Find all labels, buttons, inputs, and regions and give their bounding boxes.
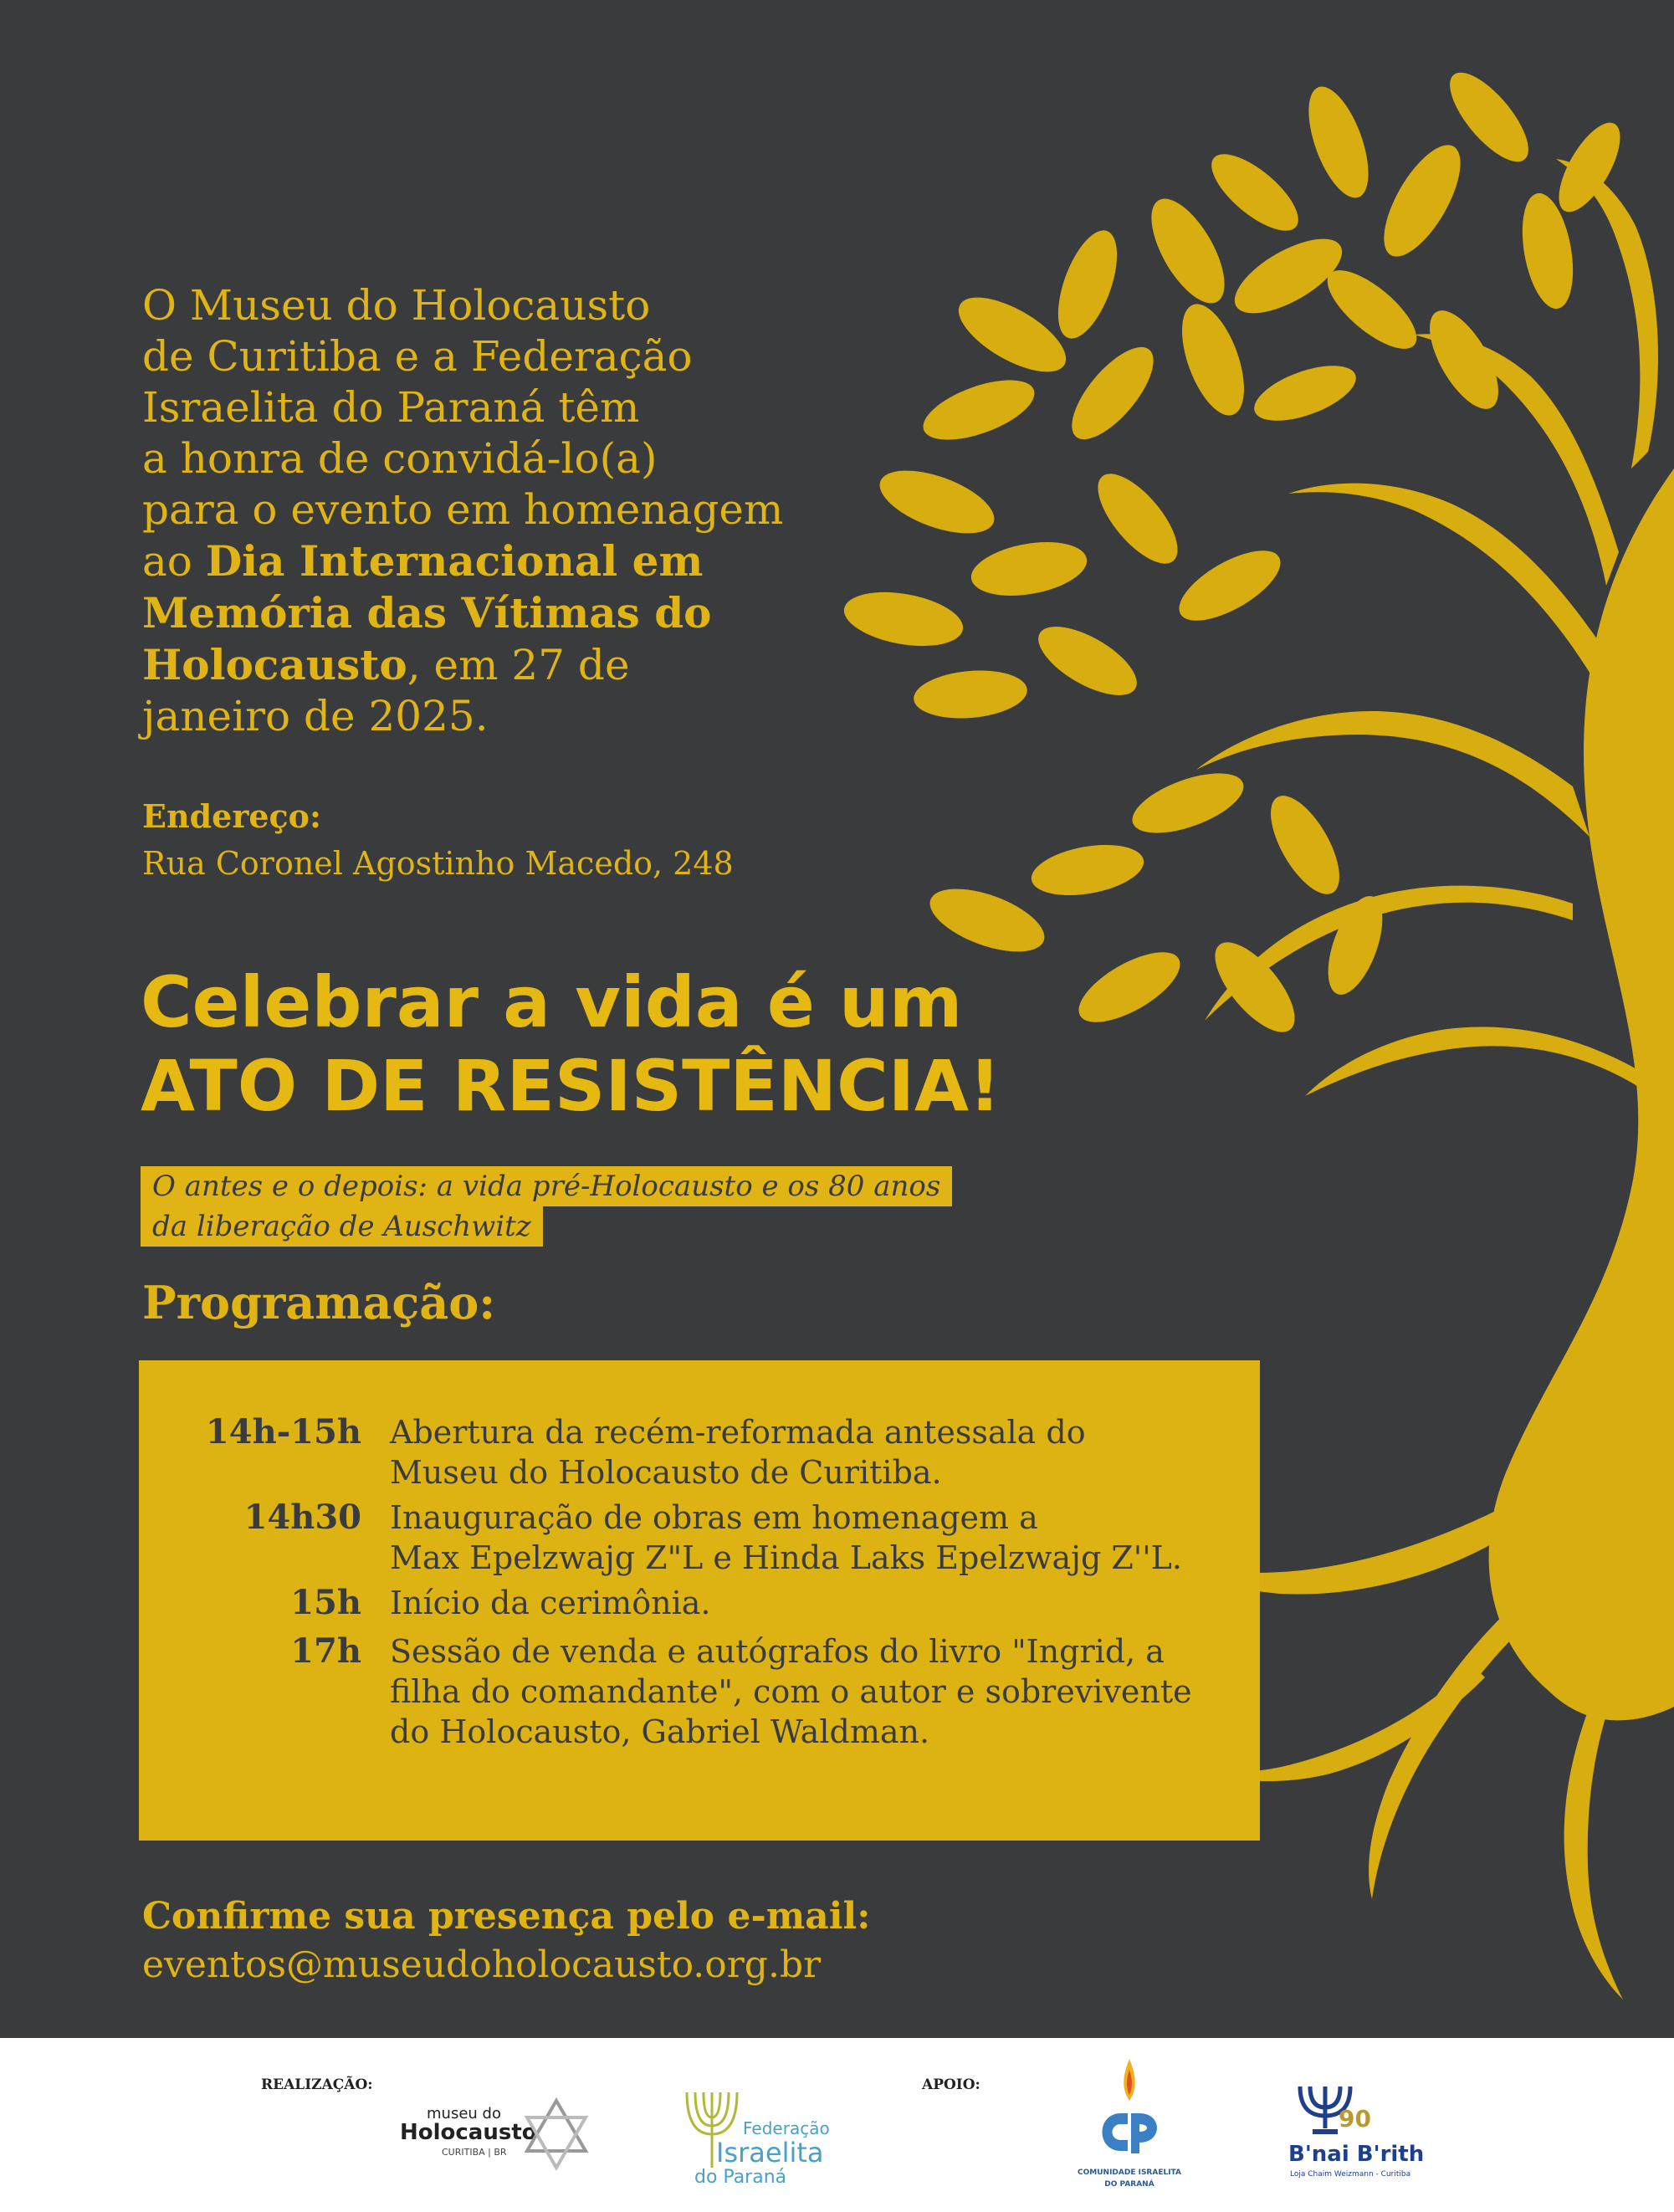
program-description-line: Abertura da recém-reformada antessala do	[390, 1414, 1086, 1451]
program-time: 17h	[290, 1631, 361, 1671]
intro-emphasis: Holocausto	[142, 640, 407, 689]
program-title: Programação:	[142, 1276, 496, 1329]
invitation-text	[142, 280, 895, 742]
program-description-line: filha do comandante", com o autor e sobrevivente	[390, 1673, 1192, 1710]
intro-emphasis: Memória das Vítimas do	[142, 588, 712, 637]
program-description	[390, 1498, 1226, 1578]
subtitle-box	[141, 1166, 955, 1247]
program-description	[390, 1631, 1226, 1752]
logo-text: do Paraná	[694, 2167, 787, 2188]
subtitle-line: da liberação de Auschwitz	[141, 1206, 543, 1247]
headline-line: Celebrar a vida é um	[141, 961, 963, 1043]
address-label: Endereço:	[142, 797, 322, 835]
intro-line	[142, 535, 895, 587]
subtitle-line: O antes e o depois: a vida pré-Holocausto e os 80 anos	[141, 1166, 952, 1206]
rsvp-block	[142, 1892, 870, 1989]
star-icon	[519, 2097, 594, 2172]
apoio-label: APOIO:	[922, 2076, 980, 2093]
bnai-brith-logo	[1272, 2078, 1439, 2195]
intro-line: de Curitiba e a Federação	[142, 332, 693, 381]
program-description-line: Sessão de venda e autógrafos do livro "Ingrid, a	[390, 1633, 1165, 1670]
program-description-line: Max Epelzwajg Z"L e Hinda Laks Epelzwajg Z''L.	[390, 1539, 1182, 1576]
intro-line	[142, 639, 895, 691]
intro-line: a honra de convidá-lo(a)	[142, 434, 658, 483]
program-description-line: Inauguração de obras em homenagem a	[390, 1499, 1038, 1536]
intro-text: ao	[142, 537, 206, 586]
logo-text: DO PARANÁ	[1104, 2180, 1154, 2189]
program-description-line: Início da cerimônia.	[390, 1585, 711, 1621]
cip-emblem-icon	[1079, 2055, 1180, 2163]
intro-emphasis: Dia Internacional em	[205, 536, 704, 586]
logo-text: B'nai B'rith	[1288, 2142, 1425, 2167]
intro-line: O Museu do Holocausto	[142, 281, 651, 330]
logo-text: museu do	[427, 2105, 501, 2122]
program-description	[390, 1583, 1226, 1623]
intro-line: Israelita do Paraná têm	[142, 383, 640, 432]
rsvp-label: Confirme sua presença pelo e-mail:	[142, 1895, 871, 1938]
intro-text: , em 27 de	[407, 641, 630, 689]
rsvp-email-link[interactable]: eventos@museudoholocausto.org.br	[142, 1943, 822, 1986]
address-block	[142, 793, 734, 887]
logo-text: CURITIBA | BR	[442, 2147, 507, 2158]
museu-holocausto-logo	[393, 2088, 594, 2172]
intro-line: janeiro de 2025.	[142, 692, 489, 740]
logo-text: Loja Chaim Weizmann - Curitiba	[1290, 2170, 1411, 2179]
logo-text: 90	[1339, 2105, 1371, 2133]
logo-text: COMUNIDADE ISRAELITA	[1078, 2168, 1181, 2177]
logo-text: Israelita	[716, 2137, 824, 2168]
logo-text: Holocausto	[400, 2120, 537, 2145]
program-description-line: do Holocausto, Gabriel Waldman.	[390, 1713, 930, 1750]
program-time: 14h30	[243, 1498, 361, 1537]
program-time: 15h	[290, 1583, 361, 1622]
logo-text: Federação	[743, 2118, 830, 2138]
comunidade-israelita-logo	[1062, 2055, 1196, 2205]
footer-logos	[0, 2038, 1674, 2212]
intro-line: para o evento em homenagem	[142, 485, 784, 534]
address-value: Rua Coronel Agostinho Macedo, 248	[142, 845, 734, 882]
program-time: 14h-15h	[205, 1412, 361, 1452]
intro-line	[142, 587, 895, 639]
federacao-israelita-logo	[669, 2080, 828, 2189]
program-description	[390, 1412, 1226, 1493]
headline-line: ATO DE RESISTÊNCIA!	[141, 1045, 1001, 1127]
program-description-line: Museu do Holocausto de Curitiba.	[390, 1454, 942, 1491]
headline	[141, 960, 1001, 1128]
program-box	[139, 1360, 1260, 1841]
realizacao-label: REALIZAÇÃO:	[261, 2076, 373, 2093]
